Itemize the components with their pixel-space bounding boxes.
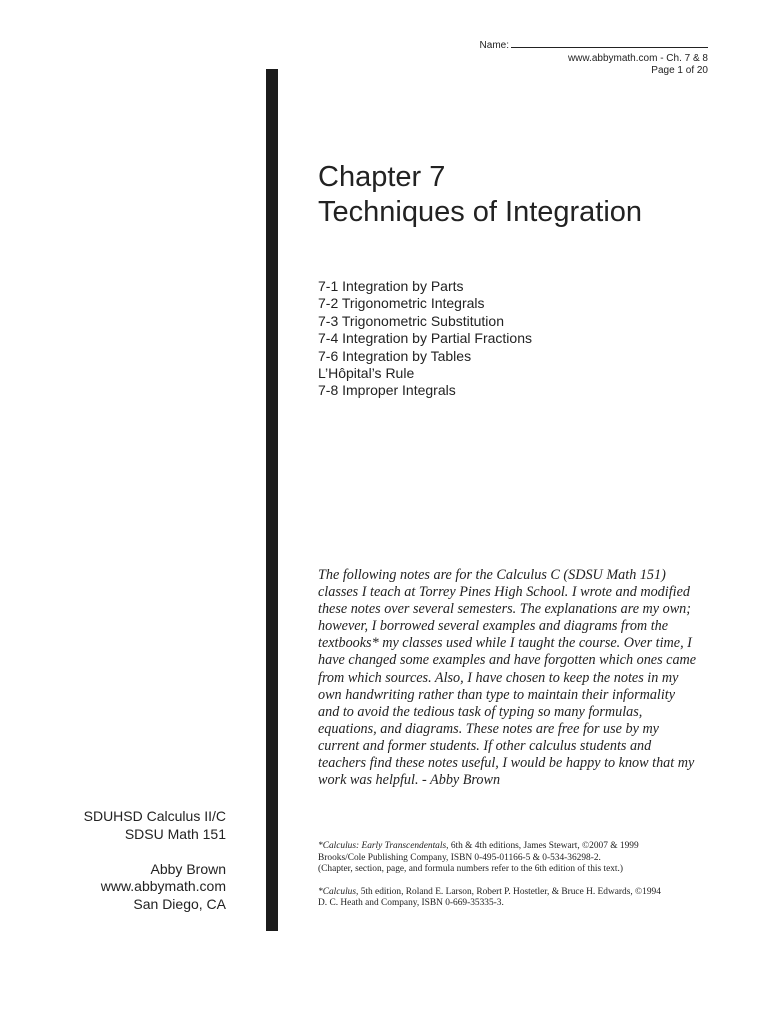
author-website: www.abbymath.com [100, 878, 226, 895]
vertical-divider-bar [266, 69, 278, 931]
reference-1-title: *Calculus: Early Transcendentals [318, 841, 447, 851]
spacer [84, 843, 226, 861]
reference-1 [318, 841, 698, 876]
table-of-contents [318, 278, 532, 400]
page-number: Page 1 of 20 [651, 65, 708, 76]
site-chapter-text: www.abbymath.com - Ch. 7 & 8 [567, 52, 708, 64]
course-number: SDSU Math 151 [124, 825, 226, 842]
name-blank-line [511, 38, 708, 48]
reference-2 [318, 887, 698, 910]
toc-item: 7-4 Integration by Partial Fractions [318, 330, 532, 347]
author-name: Abby Brown [150, 860, 226, 877]
intro-paragraph: The following notes are for the Calculus C (SDSU Math 151) classes I teach at Torrey Pines High School. I wrote and modified these notes over several semesters. The explanations are my own; however, I borrowed several examples and diagrams from the textbooks* my classes used while I taught the course. Over time, I have changed some examples and have forgotten which ones came from which sources. Also, I have chosen to keep the notes in my own handwriting rather than type to maintain their informality and to avoid the tedious task of typing so many formulas, equations, and diagrams. These notes are free for use by my current and former students. If other calculus students and teachers find these notes useful, I would be happy to know that my work was helpful. - Abby Brown [318, 567, 697, 789]
name-label: Name: [479, 40, 509, 51]
toc-item: 7-6 Integration by Tables [318, 347, 472, 364]
reference-1-line2: Brooks/Cole Publishing Company, ISBN 0-495-01166-5 & 0-534-36298-2. [318, 852, 601, 863]
chapter-title-line1: Chapter 7 [318, 161, 446, 193]
toc-item: 7-1 Integration by Parts [318, 278, 464, 294]
reference-1-line3: (Chapter, section, page, and formula numbers refer to the 6th edition of this text.) [318, 864, 624, 874]
reference-1-line1: , 6th & 4th editions, James Stewart, ©2007 & 1999 [446, 841, 639, 851]
course-name: SDUHSD Calculus II/C [83, 808, 226, 824]
toc-item: 7-2 Trigonometric Integrals [318, 295, 485, 312]
course-author-block [84, 808, 226, 914]
toc-item: 7-3 Trigonometric Substitution [318, 312, 504, 329]
reference-2-line2: D. C. Heath and Company, ISBN 0-669-35335-3. [318, 898, 504, 908]
name-field-row [480, 38, 708, 53]
toc-item: L’Hôpital’s Rule [318, 365, 415, 382]
page-header [480, 38, 708, 78]
chapter-title-line2: Techniques of Integration [318, 196, 643, 228]
chapter-title [318, 160, 642, 230]
toc-item: 7-8 Improper Integrals [318, 382, 456, 399]
author-location: San Diego, CA [133, 895, 226, 912]
reference-2-title: *Calculus [318, 886, 357, 897]
references [318, 841, 698, 921]
reference-2-line1: , 5th edition, Roland E. Larson, Robert P. Hostetler, & Bruce H. Edwards, ©1994 [356, 886, 661, 897]
